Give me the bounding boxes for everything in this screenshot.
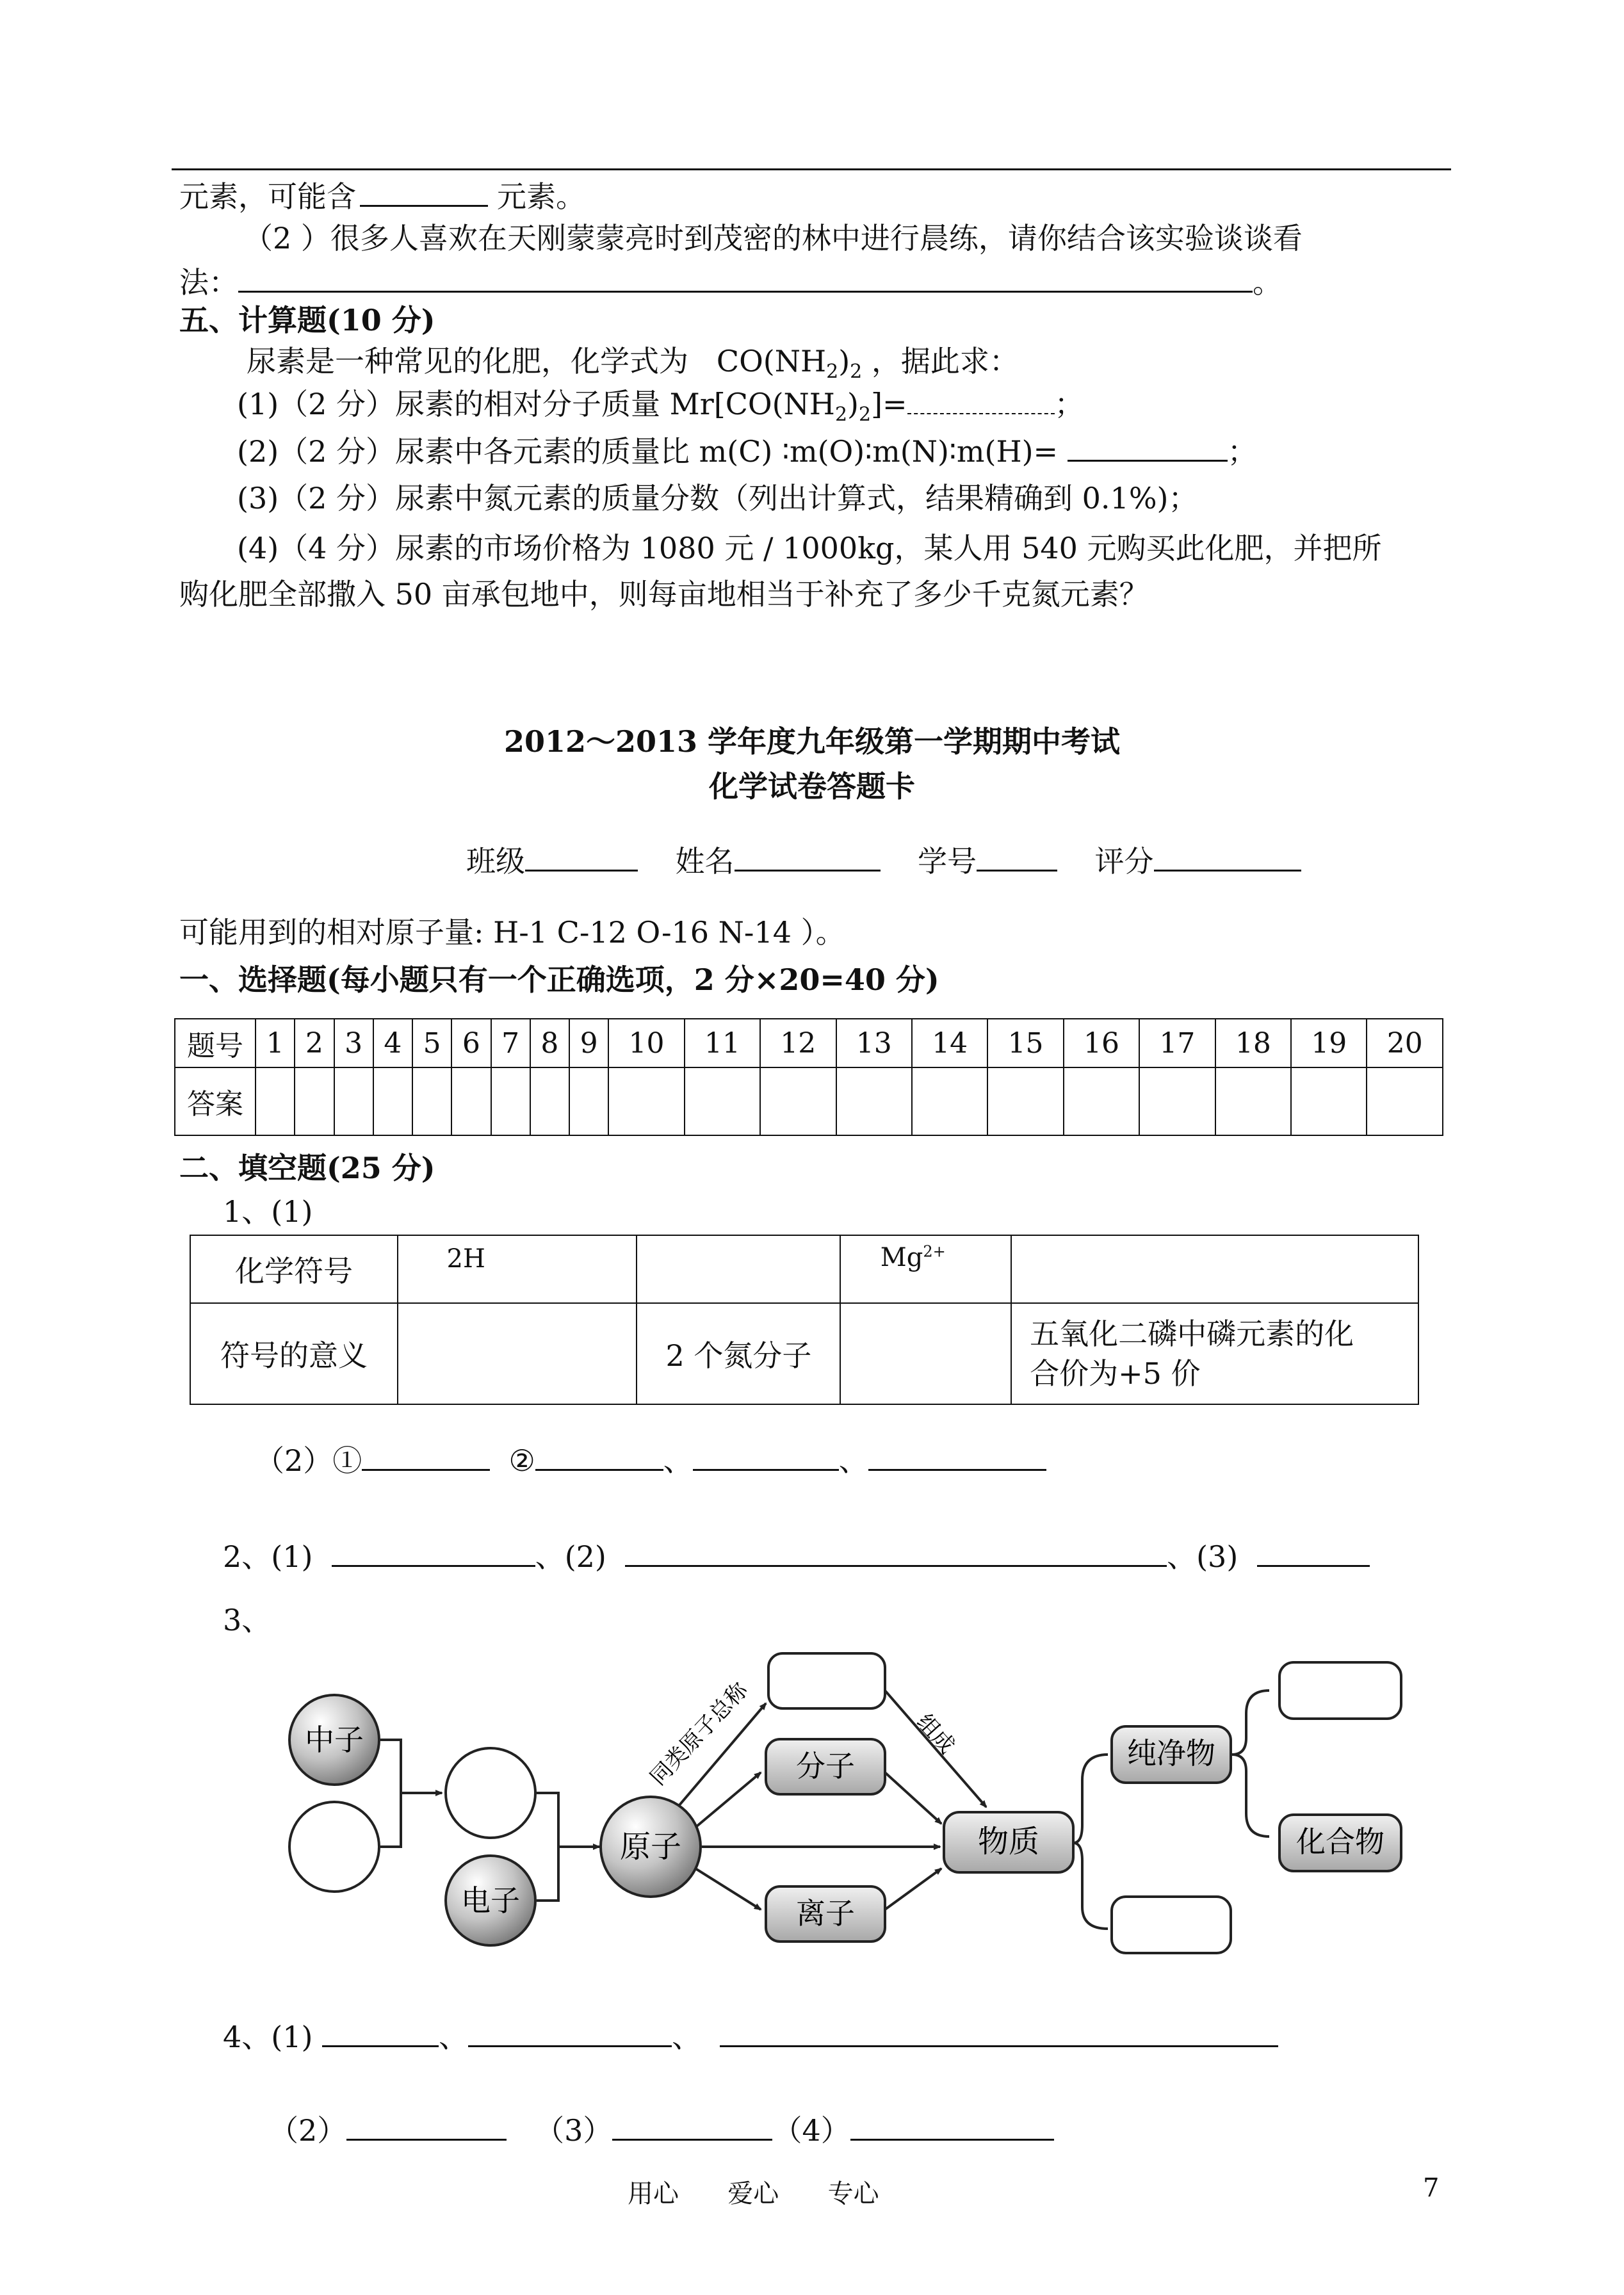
question-number: 16: [1064, 1019, 1139, 1067]
arrow-atom-to-molecule: [697, 1772, 761, 1826]
question-number: 17: [1139, 1019, 1215, 1067]
meaning-4-line2: 合价为+5 价: [1030, 1356, 1201, 1391]
page-number: 7: [1423, 2173, 1440, 2203]
question-number: 18: [1215, 1019, 1291, 1067]
section5-q3: (3)（2 分）尿素中氮元素的质量分数（列出计算式，结果精确到 0.1%)；: [237, 481, 1198, 515]
arrow-label-general: 同类原子总称: [645, 1677, 753, 1791]
id-label: 学号: [918, 844, 977, 879]
q2-line2-end: 。: [1253, 265, 1282, 300]
q4-line2: [269, 2111, 1054, 2150]
q4-line1: [223, 2017, 1278, 2056]
nucleus-blank-node[interactable]: [446, 1748, 535, 1838]
q4-3-label: （3）: [535, 2113, 613, 2148]
answer-blank[interactable]: [720, 2017, 1278, 2047]
neutron-node: [289, 1695, 379, 1785]
score-label: 评分: [1094, 844, 1154, 879]
q1-eq: ]=: [871, 387, 907, 421]
molecule-node: [766, 1739, 885, 1794]
arrow-molecule-to-matter: [885, 1772, 941, 1824]
mixture-blank-box[interactable]: [1112, 1897, 1231, 1953]
symbol-2h: 2H: [446, 1244, 485, 1274]
compound-label: 化合物: [1296, 1824, 1384, 1859]
answer-blank[interactable]: [322, 2017, 439, 2047]
question-number: 8: [530, 1019, 569, 1067]
meaning-4-line1: 五氧化二磷中磷元素的化: [1030, 1317, 1354, 1351]
q2-text: (2)（2 分）尿素中各元素的质量比 m(C) ∶m(O)∶m(N)∶m(H)=: [237, 434, 1059, 469]
pure-substance-node: [1112, 1726, 1231, 1783]
q1-sub: 2: [834, 403, 848, 426]
q1-label: 1、(1): [223, 1194, 313, 1229]
q2-mid2: 、(2): [535, 1539, 606, 1574]
sep: 、: [672, 2020, 702, 2054]
electron-node: [446, 1856, 535, 1945]
matter-node: [944, 1812, 1073, 1872]
question-number: 9: [569, 1019, 608, 1067]
cell-meaning-2: 2 个氮分子: [637, 1303, 840, 1404]
molecule-label: 分子: [796, 1749, 855, 1783]
formula-sub2: 2: [850, 361, 863, 384]
formula-sub: 2: [826, 361, 839, 384]
sep: 、: [439, 2020, 469, 2054]
sep: 、: [838, 1443, 868, 1478]
question-number: 14: [912, 1019, 987, 1067]
class-label: 班级: [466, 844, 525, 879]
section1-heading: 一、选择题(每小题只有一个正确选项，2 分×20=40 分): [179, 962, 939, 997]
atomic-masses: 可能用到的相对原子量: H-1 C-12 O-16 N-14 ）。: [179, 915, 845, 950]
question-number: 10: [608, 1019, 684, 1067]
question-number: 2: [295, 1019, 334, 1067]
question-number: 5: [412, 1019, 451, 1067]
brace-matter: [1073, 1755, 1108, 1929]
arrow-label-compose: 组成: [911, 1709, 960, 1759]
q2-line2-label: 法：: [179, 265, 238, 300]
ion-node: [766, 1886, 885, 1942]
pure-substance-label: 纯净物: [1127, 1736, 1215, 1771]
question-number: 13: [836, 1019, 912, 1067]
q1-close: ): [847, 387, 859, 421]
proton-blank-node[interactable]: [289, 1802, 379, 1892]
row-label-meaning: 符号的意义: [190, 1303, 398, 1404]
bracket-left: [380, 1740, 401, 1847]
answer-blank[interactable]: [612, 2111, 772, 2141]
formula-close: ): [838, 344, 850, 378]
sep: 、: [663, 1443, 693, 1478]
neutron-label: 中子: [305, 1723, 364, 1757]
q1-sub2: 2: [858, 403, 872, 426]
card-subtitle: 化学试卷答题卡: [709, 769, 915, 804]
q4-4-label: （4）: [772, 2113, 850, 2148]
q4-2-label: （2）: [269, 2113, 347, 2148]
answer-blank[interactable]: [346, 2111, 507, 2141]
card-title: 2012～2013 学年度九年级第一学期期中考试: [503, 724, 1121, 759]
formula: CO(NH: [716, 344, 827, 378]
q4-label: 4、(1): [223, 2020, 313, 2054]
question-number: 7: [491, 1019, 530, 1067]
question-number: 15: [987, 1019, 1063, 1067]
answer-blank[interactable]: [468, 2017, 672, 2047]
intro-text: 尿素是一种常见的化肥，化学式为: [247, 344, 688, 378]
symbol-mg: Mg: [880, 1243, 923, 1272]
electron-label: 电子: [461, 1883, 520, 1918]
atom-node: [601, 1797, 701, 1897]
question-number: 3: [334, 1019, 373, 1067]
question-number: 19: [1291, 1019, 1367, 1067]
question-number: 6: [451, 1019, 491, 1067]
section5-q4-line2: 购化肥全部撒入 50 亩承包地中，则每亩地相当于补充了多少千克氮元素？: [179, 577, 1149, 612]
atom-label: 原子: [619, 1829, 682, 1865]
q3-label: 3、: [223, 1603, 272, 1637]
q1-2-label: （2）①: [255, 1443, 362, 1478]
question-number: 20: [1367, 1019, 1443, 1067]
simple-substance-blank-box[interactable]: [1279, 1662, 1401, 1719]
q2-end: ；: [1227, 434, 1257, 469]
question-number: 4: [373, 1019, 412, 1067]
arrow-atom-to-ion: [695, 1869, 761, 1910]
element-blank-box[interactable]: [768, 1653, 885, 1708]
q1-end: ；: [1054, 387, 1084, 421]
question-number: 11: [685, 1019, 760, 1067]
bracket-right: [537, 1793, 558, 1901]
q1-text: (1)（2 分）尿素的相对分子质量 Mr[CO(NH: [237, 387, 835, 421]
brace-pure: [1232, 1691, 1269, 1837]
intro-end: ，据此求：: [871, 344, 1019, 378]
symbol-mg-charge: 2+: [923, 1242, 946, 1261]
q2-label: 2、(1): [223, 1539, 313, 1574]
q2-line1: （2 ）很多人喜欢在天刚蒙蒙亮时到茂密的林中进行晨练，请你结合该实验谈谈看: [243, 221, 1303, 255]
question-number: 12: [760, 1019, 836, 1067]
ion-label: 离子: [796, 1896, 855, 1931]
section5-q4-line1: (4)（4 分）尿素的市场价格为 1080 元 / 1000kg，某人用 540 元购买此化肥，并把所: [237, 531, 1382, 565]
section2-heading: 二、填空题(25 分): [179, 1151, 435, 1185]
name-label: 姓名: [675, 844, 735, 879]
row-label-question: 题号: [175, 1019, 256, 1067]
q1-2-mid: ②: [508, 1443, 535, 1478]
row-label-symbol: 化学符号: [190, 1235, 398, 1303]
continuation-text-a: 元素，可能含: [179, 179, 356, 214]
compound-node: [1279, 1815, 1401, 1871]
footer-motto: 用心 爱心 专心: [628, 2179, 879, 2209]
arrow-ion-to-matter: [885, 1869, 941, 1910]
matter-label: 物质: [977, 1824, 1040, 1860]
row-label-answer: 答案: [175, 1067, 256, 1135]
question-number: 1: [256, 1019, 295, 1067]
continuation-text-b: 元素。: [497, 179, 585, 214]
q2-mid3: 、(3): [1167, 1539, 1238, 1574]
section5-heading: 五、计算题(10 分): [179, 303, 435, 337]
answer-blank[interactable]: [850, 2111, 1054, 2141]
